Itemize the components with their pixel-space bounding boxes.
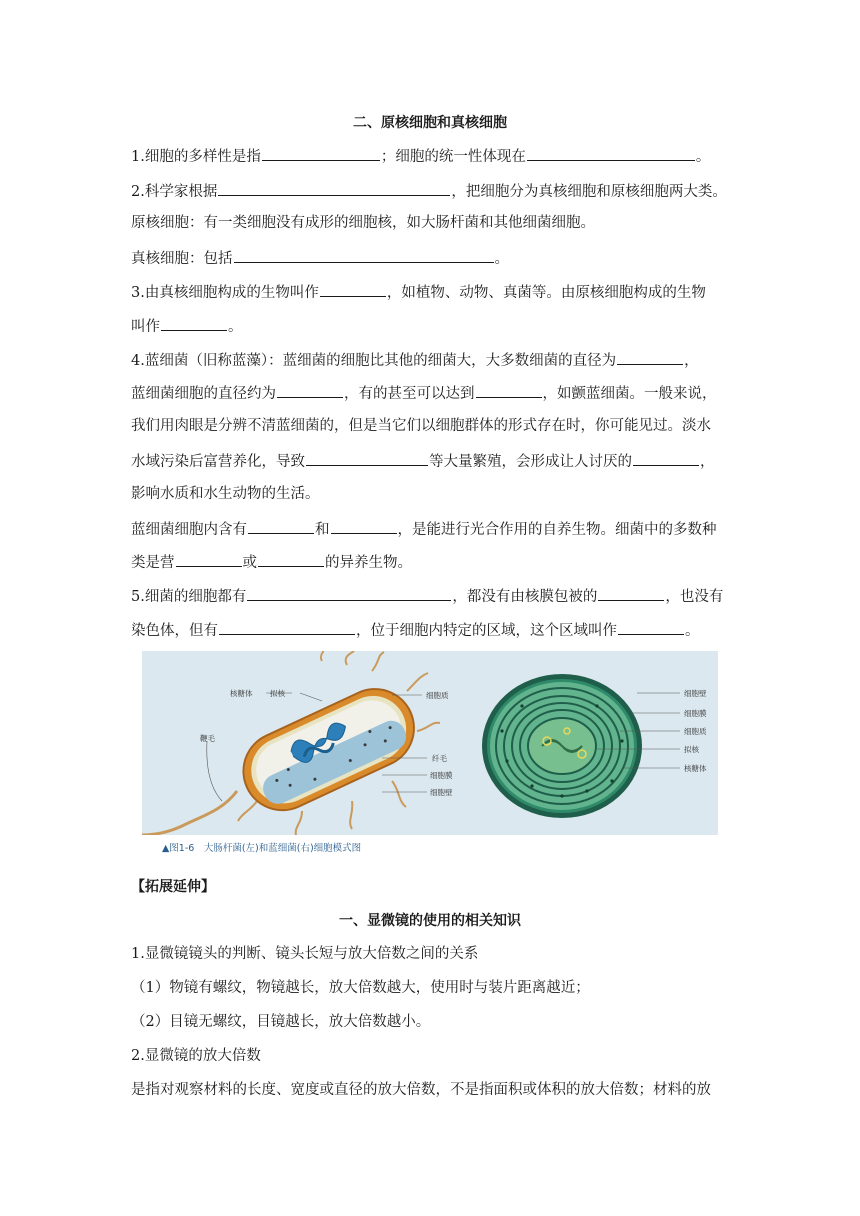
extension-p1: 1.显微镜镜头的判断、镜头长短与放大倍数之间的关系	[131, 946, 479, 962]
extension-p4: 2.显微镜的放大倍数	[131, 1048, 261, 1064]
answer-blank[interactable]	[218, 180, 450, 196]
answer-blank[interactable]	[176, 551, 242, 567]
answer-blank[interactable]	[161, 315, 227, 331]
bluecell-line-1: 蓝细菌细胞内含有 和 ，是能进行光合作用的自养生物。细菌中的多数种	[131, 518, 731, 540]
label-membrane-right: 细胞膜	[684, 709, 707, 718]
answer-blank[interactable]	[247, 585, 451, 601]
extension-p5: 是指对观察材料的长度、宽度或直径的放大倍数，不是指面积或体积的放大倍数；材料的放	[131, 1082, 711, 1098]
answer-blank[interactable]	[219, 619, 355, 635]
extension-heading: 【拓展延伸】	[131, 879, 215, 895]
answer-blank[interactable]	[331, 518, 397, 534]
cyanobacteria-cell	[482, 674, 642, 818]
question-4-line-4: 水域污染后富营养化，导致 等大量繁殖，会形成让人讨厌的 ，	[131, 450, 731, 472]
label-cytoplasm-left: 细胞质	[426, 691, 449, 700]
question-3-line-1: 3.由真核细胞构成的生物叫作 ，如植物、动物、真菌等。由原核细胞构成的生物	[131, 281, 731, 303]
question-1: 1.细胞的多样性是指 ；细胞的统一性体现在 。	[131, 145, 731, 167]
question-4-line-3: 我们用肉眼是分辨不清蓝细菌的，但是当它们以细胞群体的形式存在时，你可能见过。淡水	[131, 418, 711, 434]
section-title: 二、原核细胞和真核细胞	[353, 115, 507, 131]
question-5-line-1: 5.细菌的细胞都有 ，都没有由核膜包被的 ，也没有	[131, 585, 731, 607]
answer-blank[interactable]	[262, 145, 380, 161]
answer-blank[interactable]	[618, 619, 684, 635]
label-cytoplasm-right: 细胞质	[684, 727, 707, 736]
answer-blank[interactable]	[248, 518, 314, 534]
extension-p2: （1）物镜有螺纹，物镜越长，放大倍数越大，使用时与装片距离越近；	[131, 980, 590, 996]
extension-title: 一、显微镜的使用的相关知识	[339, 913, 521, 929]
question-4-line-5: 影响水质和水生动物的生活。	[131, 486, 320, 502]
answer-blank[interactable]	[633, 450, 699, 466]
cell-diagram-figure	[142, 651, 718, 863]
answer-blank[interactable]	[306, 450, 428, 466]
label-wall-right: 细胞壁	[684, 689, 707, 698]
extension-p3: （2）目镜无螺纹，目镜越长，放大倍数越小。	[131, 1014, 431, 1030]
label-membrane-left: 细胞膜	[430, 771, 453, 780]
flagellum	[142, 791, 237, 835]
question-2: 2.科学家根据 ，把细胞分为真核细胞和原核细胞两大类。	[131, 180, 731, 202]
answer-blank[interactable]	[476, 382, 542, 398]
answer-blank[interactable]	[527, 145, 695, 161]
label-pili: 纤毛	[432, 754, 447, 763]
answer-blank[interactable]	[617, 349, 683, 365]
label-flagellum: 鞭毛	[200, 734, 215, 743]
answer-blank[interactable]	[277, 382, 343, 398]
answer-blank[interactable]	[320, 281, 386, 297]
label-nucleoid-right: 拟核	[684, 745, 699, 754]
answer-blank[interactable]	[598, 585, 664, 601]
bluecell-line-2: 类是营 或 的异养生物。	[131, 551, 731, 573]
question-5-line-2: 染色体，但有 ，位于细胞内特定的区域，这个区域叫作 。	[131, 619, 731, 641]
figure-caption: ▲图1-6 大肠杆菌(左)和蓝细菌(右)细胞模式图	[162, 843, 362, 854]
label-nucleoid-left: 拟核	[270, 689, 285, 698]
question-4-line-2: 蓝细菌细胞的直径约为 ，有的甚至可以达到 ，如颤蓝细菌。一般来说，	[131, 382, 731, 404]
cell-illustration	[142, 651, 718, 835]
prokaryote-text: 原核细胞：有一类细胞没有成形的细胞核，如大肠杆菌和其他细菌细胞。	[131, 215, 595, 231]
question-4-line-1: 4.蓝细菌（旧称蓝藻）：蓝细菌的细胞比其他的细菌大，大多数细菌的直径为 ，	[131, 349, 731, 371]
eukaryote-text: 真核细胞：包括 。	[131, 247, 731, 269]
question-3-line-2: 叫作 。	[131, 315, 731, 337]
e-coli-cell	[231, 676, 427, 823]
answer-blank[interactable]	[234, 247, 494, 263]
flagellum-label-line	[207, 741, 222, 801]
label-wall-left: 细胞壁	[430, 788, 453, 797]
answer-blank[interactable]	[258, 551, 324, 567]
label-ribosome-right: 核糖体	[684, 764, 707, 773]
label-ribosome-left: 核糖体	[230, 689, 253, 698]
